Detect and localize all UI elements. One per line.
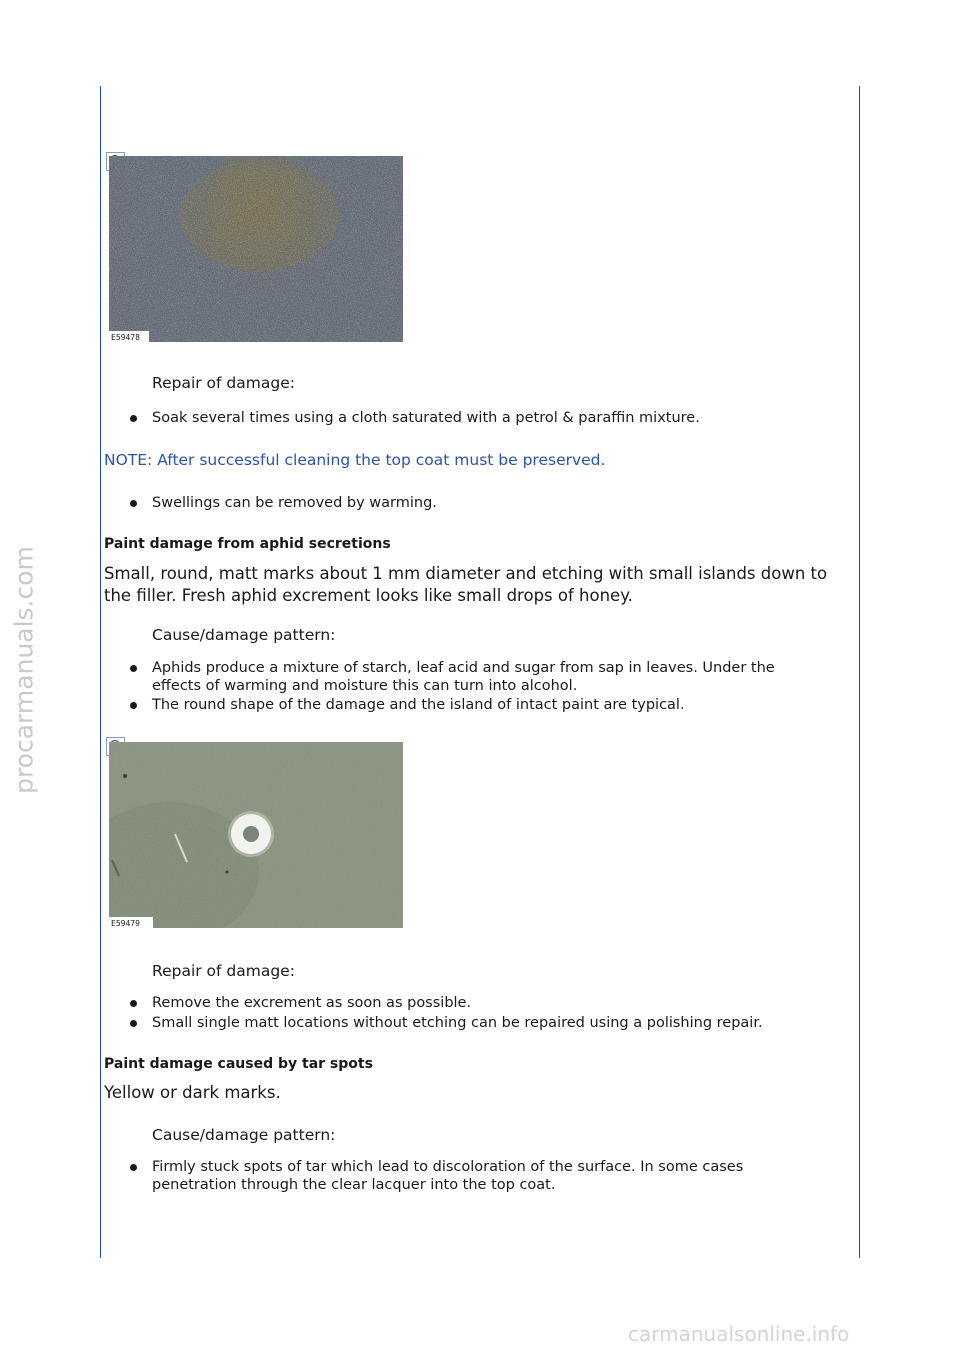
- figure-image-tree-resin: [109, 156, 403, 342]
- bullet-icon: [130, 500, 137, 507]
- figure-image-aphid-damage: [109, 742, 403, 928]
- bullet-icon: [130, 1020, 137, 1027]
- figure-label: E59478: [111, 333, 140, 342]
- section-heading-aphid: Paint damage from aphid secretions: [104, 536, 391, 552]
- section-intro-tar: Yellow or dark marks.: [104, 1083, 281, 1102]
- left-margin-rule: [100, 86, 101, 1258]
- note-text: NOTE: After successful cleaning the top coat must be preserved.: [104, 451, 606, 469]
- list-item: Swellings can be removed by warming.: [130, 494, 812, 512]
- cause-heading-tar: Cause/damage pattern:: [152, 1126, 336, 1144]
- bullet-icon: [130, 1000, 137, 1007]
- section-intro-aphid: Small, round, matt marks about 1 mm diameter and etching with small islands down to the filler. Fresh aphid excrement looks like small drops of honey.: [104, 564, 828, 605]
- bullet-icon: [130, 415, 137, 422]
- figure-label: E59479: [111, 919, 140, 928]
- bullet-icon: [130, 1164, 137, 1171]
- list-item: Remove the excrement as soon as possible.: [130, 994, 812, 1012]
- list-item: The round shape of the damage and the island of intact paint are typical.: [130, 696, 812, 714]
- repair-heading-1: Repair of damage:: [152, 374, 295, 392]
- bullet-icon: [130, 665, 137, 672]
- section-heading-tar: Paint damage caused by tar spots: [104, 1056, 373, 1072]
- right-margin-rule: [859, 86, 860, 1258]
- bullet-icon: [130, 702, 137, 709]
- list-item: Firmly stuck spots of tar which lead to discoloration of the surface. In some cases penetration through the clear lacquer into the top coat.: [130, 1158, 812, 1194]
- cause-heading-aphid: Cause/damage pattern:: [152, 626, 336, 644]
- repair-heading-2: Repair of damage:: [152, 962, 295, 980]
- side-watermark: procarmanuals.com: [9, 546, 39, 794]
- list-item: Soak several times using a cloth saturated with a petrol & paraffin mixture.: [130, 409, 812, 427]
- list-item: Aphids produce a mixture of starch, leaf acid and sugar from sap in leaves. Under the effects of warming and moisture this can turn into alcohol.: [130, 659, 812, 695]
- list-item: Small single matt locations without etching can be repaired using a polishing repair.: [130, 1014, 812, 1032]
- bottom-watermark: carmanualsonline.info: [628, 1322, 850, 1346]
